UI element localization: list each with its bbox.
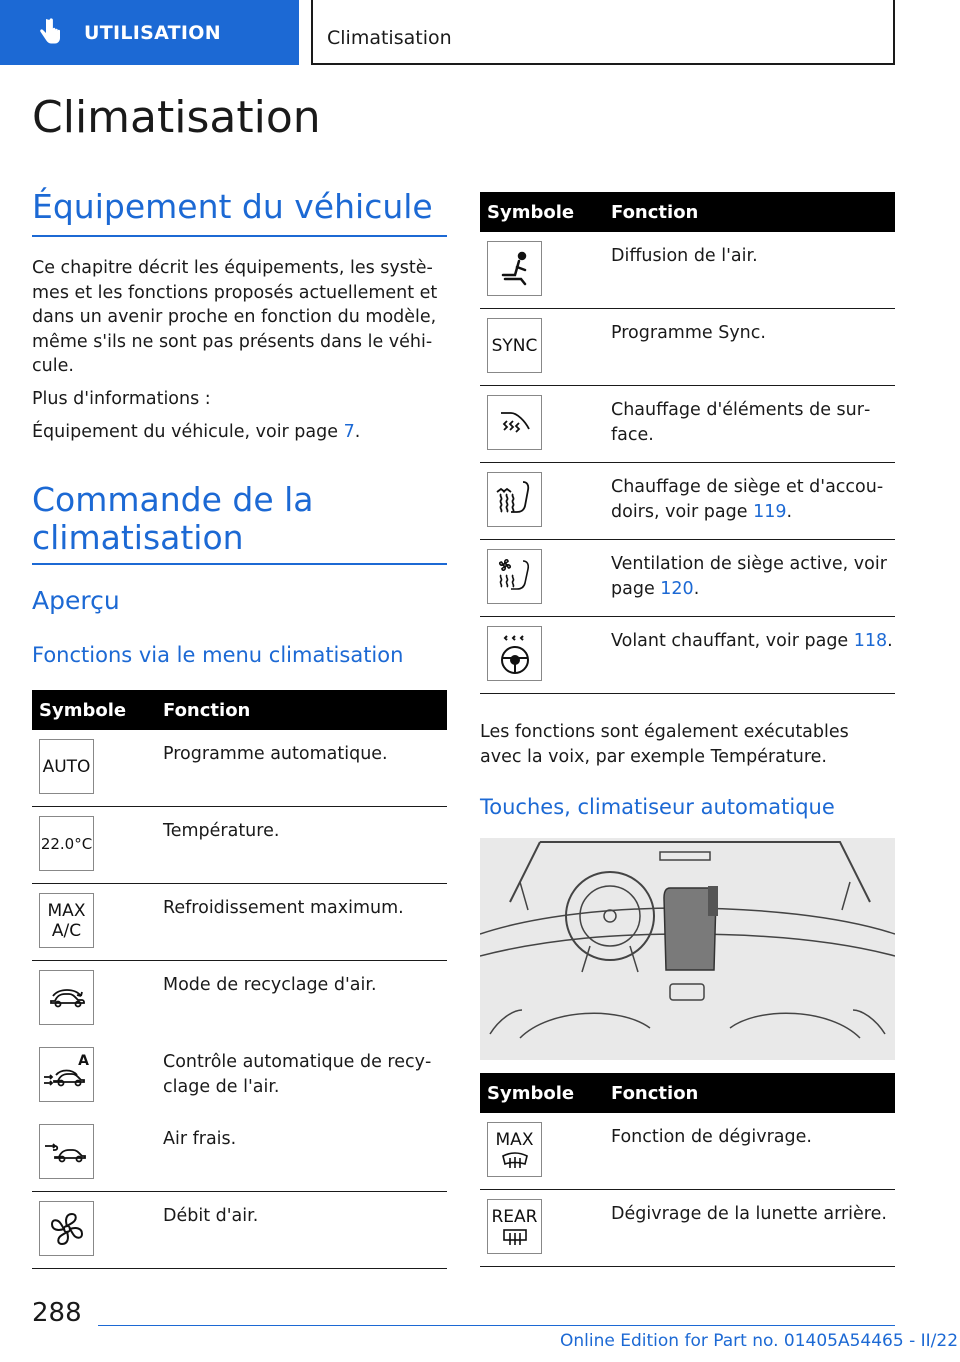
table-header-symbol: Symbole bbox=[39, 699, 127, 721]
function-text: Dégivrage de la lunette arrière. bbox=[611, 1204, 887, 1224]
function-text: Ventilation de siège active, voir page 120. bbox=[611, 554, 887, 599]
table-row bbox=[32, 1115, 447, 1192]
hand-pointer-icon bbox=[32, 16, 66, 50]
voice-note: Les fonctions sont également exécutables avec la voix, par exemple Température. bbox=[480, 722, 849, 767]
page-link-118[interactable]: 118 bbox=[853, 631, 888, 651]
equipment-reference-link[interactable]: 7 bbox=[343, 422, 355, 442]
rear-defrost-icon bbox=[487, 1199, 542, 1254]
table-row bbox=[32, 884, 447, 961]
sync-symbol-text: SYNC bbox=[491, 335, 538, 356]
header-section-tab bbox=[0, 0, 299, 65]
windshield-defrost-icon bbox=[487, 1122, 542, 1177]
function-text: Chauffage d'éléments de surface. bbox=[611, 400, 871, 445]
table-row bbox=[480, 540, 895, 617]
table-header-symbol: Symbole bbox=[487, 1082, 575, 1104]
commande-heading-rule bbox=[32, 563, 447, 565]
equipment-body: Ce chapitre décrit les équipements, les systèmes et les fonctions proposés actuellement et dans un avenir proche en fonction du modèle, même s'ils ne sont pas présents dans le véhicule. bbox=[32, 258, 438, 376]
sync-symbol bbox=[487, 318, 542, 373]
function-text: Mode de recyclage d'air. bbox=[163, 975, 377, 995]
table-header-symbol: Symbole bbox=[487, 201, 575, 223]
apercu-heading: Aperçu bbox=[32, 586, 120, 615]
table-row bbox=[480, 1190, 895, 1267]
page-title: Climatisation bbox=[32, 92, 321, 143]
fresh-air-icon bbox=[39, 1124, 94, 1179]
table-row bbox=[480, 1113, 895, 1190]
auto-recirculation-icon bbox=[39, 1047, 94, 1102]
function-text: Température. bbox=[163, 821, 280, 841]
air-distribution-icon bbox=[487, 241, 542, 296]
more-info-label: Plus d'informations : bbox=[32, 389, 211, 409]
commande-heading-line1: Commande de la bbox=[32, 480, 314, 519]
table-row bbox=[32, 1192, 447, 1269]
function-text: Air frais. bbox=[163, 1129, 237, 1149]
table-row bbox=[32, 807, 447, 884]
auto-recirculation-letter: A bbox=[78, 1053, 89, 1069]
table-header bbox=[480, 1073, 895, 1113]
function-text: Diffusion de l'air. bbox=[611, 246, 758, 266]
menu-functions-heading: Fonctions via le menu climatisation bbox=[32, 643, 404, 667]
equipment-reference-end: . bbox=[354, 422, 361, 442]
function-text: Volant chauffant, voir page 118. bbox=[611, 631, 893, 651]
equipment-heading-rule bbox=[32, 235, 447, 237]
fan-icon bbox=[39, 1201, 94, 1256]
page-link-120[interactable]: 120 bbox=[660, 579, 694, 599]
table-row bbox=[480, 386, 895, 463]
functions-table-continued bbox=[480, 192, 895, 694]
table-row bbox=[480, 617, 895, 694]
max-ac-symbol-text: MAX A/C bbox=[47, 900, 86, 941]
table-header bbox=[32, 690, 447, 730]
max-defrost-text: MAX bbox=[495, 1129, 534, 1150]
table-row bbox=[480, 232, 895, 309]
dashboard-illustration bbox=[480, 838, 895, 1060]
table-row bbox=[480, 309, 895, 386]
header-chapter-label: Climatisation bbox=[327, 27, 452, 49]
table-row bbox=[32, 1038, 447, 1115]
table-row bbox=[32, 961, 447, 1038]
air-recirculation-icon bbox=[39, 970, 94, 1025]
auto-symbol-text: AUTO bbox=[42, 756, 91, 777]
commande-heading bbox=[32, 481, 314, 557]
rear-defrost-text: REAR bbox=[491, 1206, 538, 1227]
footer-rule bbox=[98, 1325, 895, 1326]
buttons-table bbox=[480, 1073, 895, 1267]
header-chapter-box bbox=[311, 0, 895, 65]
function-text: Programme Sync. bbox=[611, 323, 766, 343]
function-text: Refroidissement maximum. bbox=[163, 898, 404, 918]
function-text: Chauffage de siège et d'accoudoirs, voir page 119. bbox=[611, 477, 884, 522]
function-text: Débit d'air. bbox=[163, 1206, 259, 1226]
footer-edition: Online Edition for Part no. 01405A54465 - II/22 bbox=[560, 1331, 959, 1351]
surface-heating-icon bbox=[487, 395, 542, 450]
menu-functions-table bbox=[32, 690, 447, 1269]
max-ac-symbol bbox=[39, 893, 94, 948]
temperature-symbol-text: 22.0°C bbox=[40, 834, 93, 853]
header-section-label: UTILISATION bbox=[84, 21, 221, 44]
seat-heating-icon bbox=[487, 472, 542, 527]
auto-symbol bbox=[39, 739, 94, 794]
table-row bbox=[32, 730, 447, 807]
seat-ventilation-icon bbox=[487, 549, 542, 604]
function-text: Fonction de dégivrage. bbox=[611, 1127, 812, 1147]
function-text: Programme automatique. bbox=[163, 744, 388, 764]
table-header bbox=[480, 192, 895, 232]
heated-steering-wheel-icon bbox=[487, 626, 542, 681]
table-header-function: Fonction bbox=[611, 1082, 699, 1104]
table-header-function: Fonction bbox=[163, 699, 251, 721]
table-header-function: Fonction bbox=[611, 201, 699, 223]
function-text: Contrôle automatique de recyclage de l'air. bbox=[163, 1052, 432, 1097]
temperature-symbol bbox=[39, 816, 94, 871]
commande-heading-line2: climatisation bbox=[32, 518, 244, 557]
table-row bbox=[480, 463, 895, 540]
equipment-reference-text: Équipement du véhicule, voir page bbox=[32, 422, 344, 442]
touches-heading: Touches, climatiseur automatique bbox=[480, 795, 835, 819]
page-number: 288 bbox=[32, 1298, 82, 1328]
equipment-heading: Équipement du véhicule bbox=[32, 187, 433, 226]
page-link-119[interactable]: 119 bbox=[753, 502, 787, 522]
equipment-reference bbox=[32, 420, 447, 445]
